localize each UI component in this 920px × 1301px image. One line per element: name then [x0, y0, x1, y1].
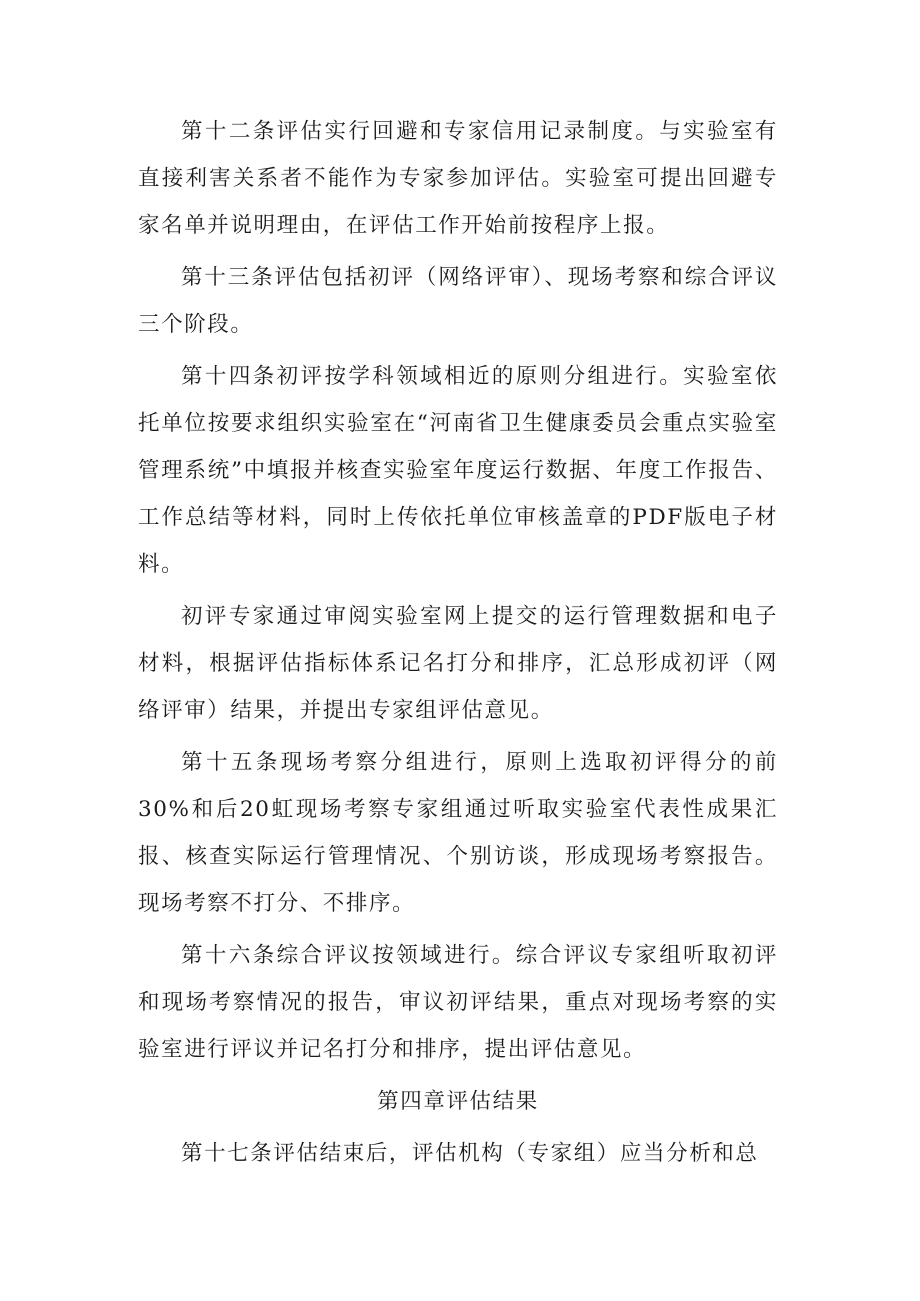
paragraph-article-12: 第十二条评估实行回避和专家信用记录制度。与实验室有直接利害关系者不能作为专家参加评估。实验室可提出回避专家名单并说明理由，在评估工作开始前按程序上报。 — [138, 119, 778, 238]
paragraph-article-16: 第十六条综合评议按领域进行。综合评议专家组听取初评和现场考察情况的报告，审议初评结果，重点对现场考察的实验室进行评议并记名打分和排序，提出评估意见。 — [138, 943, 778, 1062]
paragraph-article-17: 第十七条评估结束后，评估机构（专家组）应当分析和总 — [181, 1141, 759, 1166]
paragraph-article-13: 第十三条评估包括初评（网络评审）、现场考察和综合评议三个阶段。 — [138, 265, 778, 337]
paragraph-article-15: 第十五条现场考察分组进行，原则上选取初评得分的前30%和后20虹现场考察专家组通过听取实验室代表性成果汇报、核查实际运行管理情况、个别访谈，形成现场考察报告。现场考察不打分、不排序。 — [138, 750, 778, 916]
paragraph-initial-review: 初评专家通过审阅实验室网上提交的运行管理数据和电子材料，根据评估指标体系记名打分和排序，汇总形成初评（网络评审）结果，并提出专家组评估意见。 — [138, 604, 778, 723]
chapter-heading: 第四章评估结果 — [377, 1089, 539, 1114]
document-body — [138, 108, 778, 1182]
paragraph-article-14: 第十四条初评按学科领域相近的原则分组进行。实验室依托单位按要求组织实验室在“河南省卫生健康委员会重点实验室管理系统”中填报并核查实验室年度运行数据、年度工作报告、工作总结等材料，同时上传依托单位审核盖章的PDF版电子材料。 — [138, 364, 778, 577]
